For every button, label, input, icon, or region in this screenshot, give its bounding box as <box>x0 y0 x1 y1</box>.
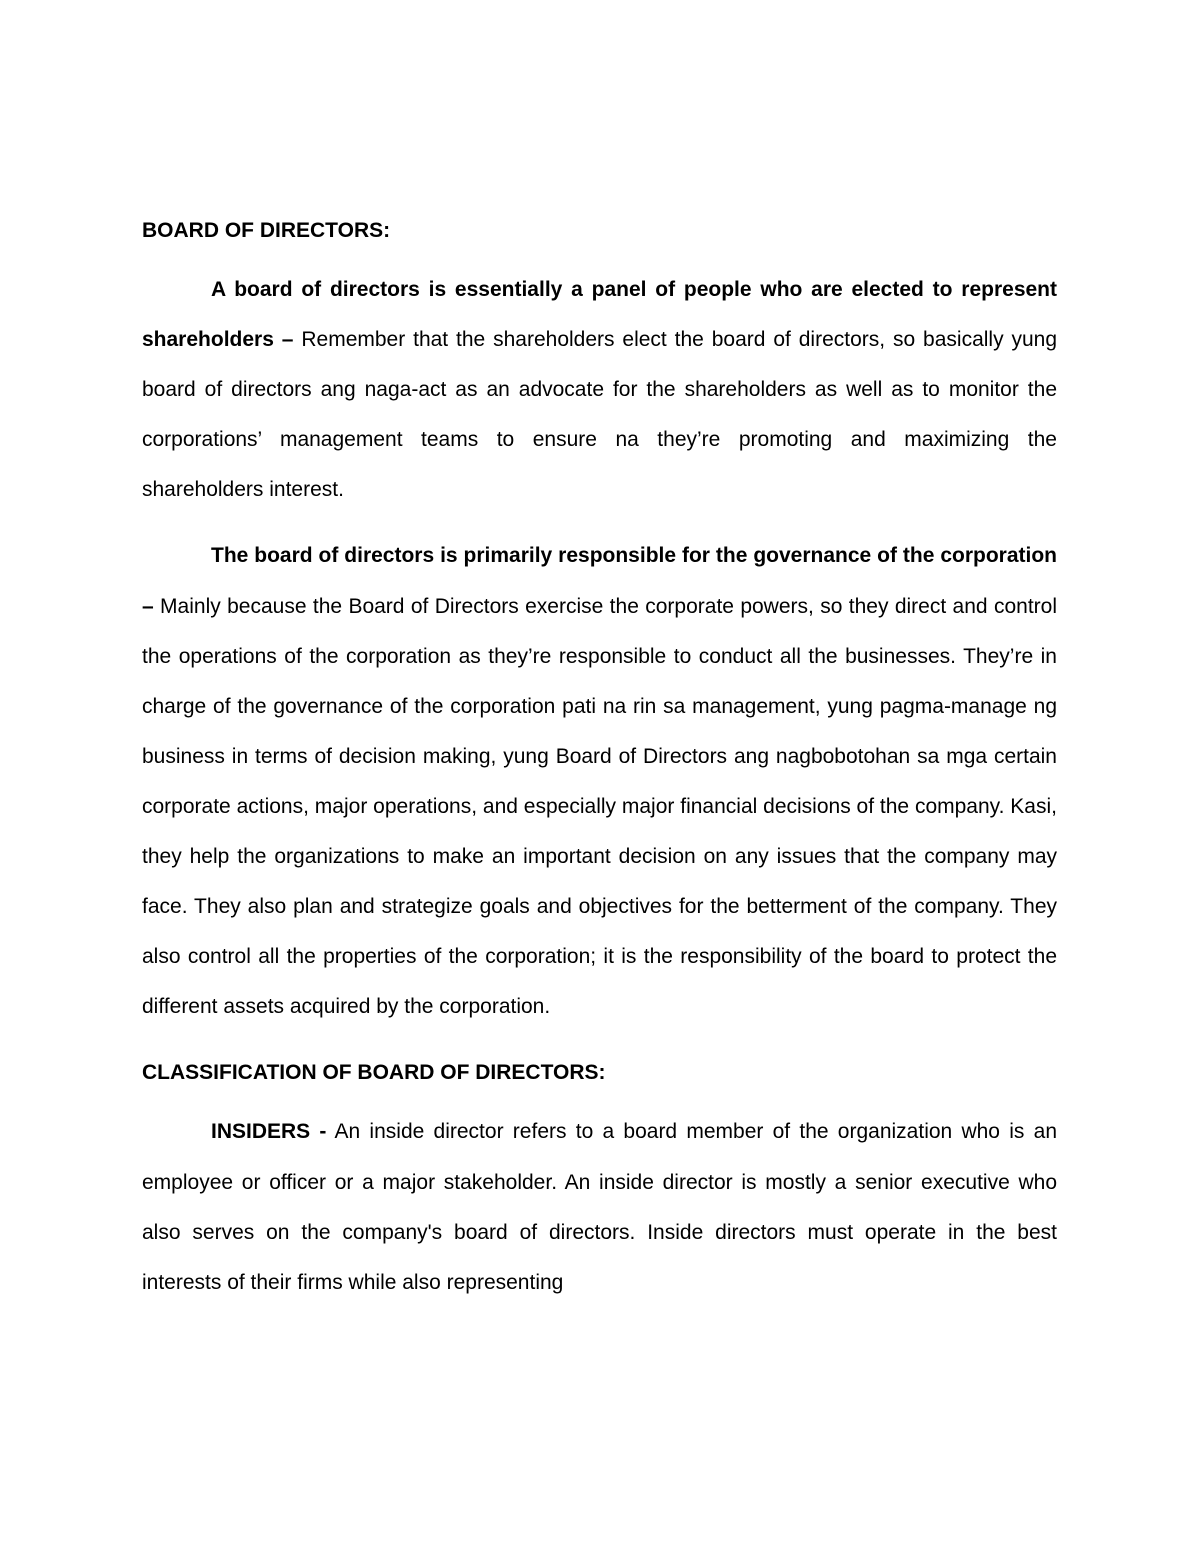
paragraph-text: An inside director refers to a board member of the organization who is an employee or officer or a major stakeholder. An inside director is mostly a senior executive who also serves on the company's board of directors. Inside directors must operate in the best interests of their firms while also representing <box>142 1120 1057 1294</box>
paragraph-lead: INSIDERS - <box>211 1120 327 1144</box>
paragraph-text: Mainly because the Board of Directors exercise the corporate powers, so they direct and control the operations of the corporation as they’re responsible to conduct all the businesses. They’re in charge of the governance of the corporation pati na rin sa management, yung pagma-manage ng business in terms of decision making, yung Board of Directors ang nagbobotohan sa mga certain corporate actions, major operations, and especially major financial decisions of the company. Kasi, they help the organizations to make an important decision on any issues that the company may face. They also plan and strategize goals and objectives for the betterment of the company. They also control all the properties of the corporation; it is the responsibility of the board to protect the different assets acquired by the corporation. <box>142 594 1057 1019</box>
paragraph-board-governance <box>142 531 1057 1032</box>
paragraph-board-definition <box>142 265 1057 515</box>
document-body <box>142 206 1057 1308</box>
section-heading-classification: CLASSIFICATION OF BOARD OF DIRECTORS: <box>142 1061 606 1085</box>
paragraph-lead: The board of directors is primarily responsible for the governance of the corporation – <box>142 544 1057 618</box>
paragraph-lead: A board of directors is essentially a panel of people who are elected to represent shareholders – <box>142 278 1057 352</box>
section-heading-board-of-directors: BOARD OF DIRECTORS: <box>142 219 391 242</box>
paragraph-text: Remember that the shareholders elect the board of directors, so basically yung board of directors ang naga-act as an advocate for the shareholders as well as to monitor the corporations’ management teams to ensure na they’re promoting and maximizing the shareholders interest. <box>142 328 1058 502</box>
paragraph-insiders <box>142 1107 1057 1307</box>
